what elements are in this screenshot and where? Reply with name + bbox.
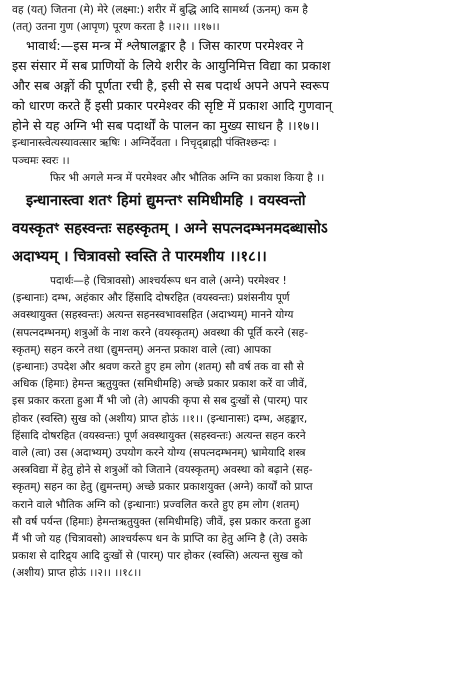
text-line: और सब अङ्गों की पूर्णता रची है, इसी से सब पदार्थ अपने अपने स्वरूप: [12, 78, 330, 93]
text-line: पदार्थः—हे (चित्रावसो) आश्चर्यरूप धन वाले (अग्ने) परमेश्वर !: [50, 275, 287, 287]
text-line: (इन्धानाः) उपदेश और श्रवण करते हुए हम लोग (शतम्) सौ वर्ष तक वा सौ से: [12, 361, 304, 374]
text-line: (इन्धानाः) दम्भ, अहंकार और हिंसादि दोषरहित (वयस्वन्तः) प्रशंसनीय पूर्ण: [12, 292, 290, 305]
bhavarth-section: [12, 36, 444, 135]
text-line: इस प्रकार करता हुआ मैं भी जो (ते) आपकी कृपा से सब दुःखों से (पारम्) पार: [12, 395, 308, 408]
text-line: इस संसार में सब प्राणियों के लिये शरीर के आयुनिमित्त विद्या का प्रकाश: [12, 58, 331, 74]
text-line: कराने वाले भौतिक अग्नि को (इन्धानाः) प्रज्वलित करते हुए हम लोग (शतम्): [12, 498, 300, 511]
text-line: हिंसादि दोषरहित (वयस्वन्तः) पूर्ण अवस्थायुक्त (सहस्वन्तः) अत्यन्त सहन करने: [12, 429, 306, 442]
mantra-metadata: [12, 135, 444, 187]
text-line: (सपत्नदम्भनम्) शत्रुओं के नाश करने (वयस्कृतम्) अवस्था की पूर्ति करने (सह-: [12, 326, 309, 339]
mantra-line: वयस्कृतꣳ सहस्वन्तः सहस्कृतम् । अग्ने सपत्नदम्भनमदब्धासोऽ: [12, 220, 328, 237]
text-line: मैं भी जो यह (चित्रावसो) आश्चर्यरूप धन के प्राप्ति का हेतु अग्नि है (ते) उसके: [12, 533, 308, 546]
text-line: को धारण करते हैं इसी प्रकार परमेश्वर की सृष्टि में प्रकाश आदि गुणवान्: [12, 97, 333, 113]
text-line: प्रकाश से दारिद्र्य आदि दुःखों से (पारम्) पार होकर (स्वस्ति) अत्यन्त सुख को: [12, 550, 303, 563]
text-line: वाले (त्वा) उस (अदाभ्यम्) उपयोग करने योग्य (सपत्नदम्भनम्) भ्रामेयादि शस्त्र: [12, 447, 306, 460]
padarth-section: [12, 273, 444, 583]
mantra-text: [12, 187, 444, 271]
text-line: स्कृतम्) सहन करने तथा (द्युमन्तम्) अनन्त प्रकाश वाले (त्वा) आपका: [12, 343, 272, 356]
text-line: होने से यह अग्नि भी सब पदार्थों के पालन का मुख्य साधन है ।।१७।।: [12, 117, 320, 133]
text-line: (तत्) उतना गुण (आपृण) पूरण करता है ।।२।। ।।१७।।: [12, 21, 220, 34]
text-line: भावार्थ:—इस मन्त्र में श्लेषालङ्कार है । जिस कारण परमेश्वर ने: [26, 38, 304, 54]
svara-line: पञ्चमः स्वरः ।।: [12, 154, 70, 167]
text-line: स्कृतम्) सहन का हेतु (द्युमन्तम्) अच्छे प्रकार प्रकाशयुक्त (अग्ने) कार्यों को प्राप्त: [12, 481, 313, 494]
intro-line: फिर भी अगले मन्त्र में परमेश्वर और भौतिक अग्नि का प्रकाश किया है ।।: [50, 171, 325, 184]
mantra-line: अदाभ्यम् । चित्रावसो स्वस्ति ते पारमशीय ।।१८।।: [12, 248, 267, 265]
mantra-line: इन्धानास्त्वा शतꣳ हिमां द्युमन्तꣳ समिधीमहि । वयस्वन्तो: [26, 192, 306, 209]
text-line: वह (यत्) जितना (मे) मेरे (लक्ष्मा:) शरीर में बुद्धि आदि सामर्थ्य (ऊनम्) कम है: [12, 4, 308, 16]
text-line: अस्त्रविद्या में हेतु होने से शत्रुओं को जिताने (वयस्कृतम्) अवस्था को बढ़ाने (सह-: [12, 464, 313, 477]
text-line: अवस्थायुक्त (सहस्वन्तः) अत्यन्त सहनस्वभावसहित (अदाभ्यम्) मानने योग्य: [12, 309, 294, 322]
text-line: अधिक (हिमाः) हेमन्त ऋतुयुक्त (समिधीमहि) अच्छे प्रकार प्रकाश करें वा जीवें,: [12, 378, 308, 391]
text-line: (अशीय) प्राप्त होऊं ।।२।। ।।१८।।: [12, 567, 142, 580]
text-line: सौ वर्ष पर्यन्त (हिमाः) हेमन्तऋतुयुक्त (समिधीमहि) जीवें, इस प्रकार करता हुआ: [12, 515, 311, 528]
previous-meaning: [12, 2, 444, 36]
text-line: होकर (स्वस्ति) सुख को (अशीय) प्राप्त होऊं ।।१।। (इन्धानासः) दम्भ, अहङ्कार,: [12, 412, 308, 425]
rishi-devata-line: इन्धानास्त्वेत्यस्यावत्सार ऋषिः । अग्निर्देवता । निचृद्ब्राह्मी पंक्तिश्छन्दः ।: [12, 137, 277, 150]
